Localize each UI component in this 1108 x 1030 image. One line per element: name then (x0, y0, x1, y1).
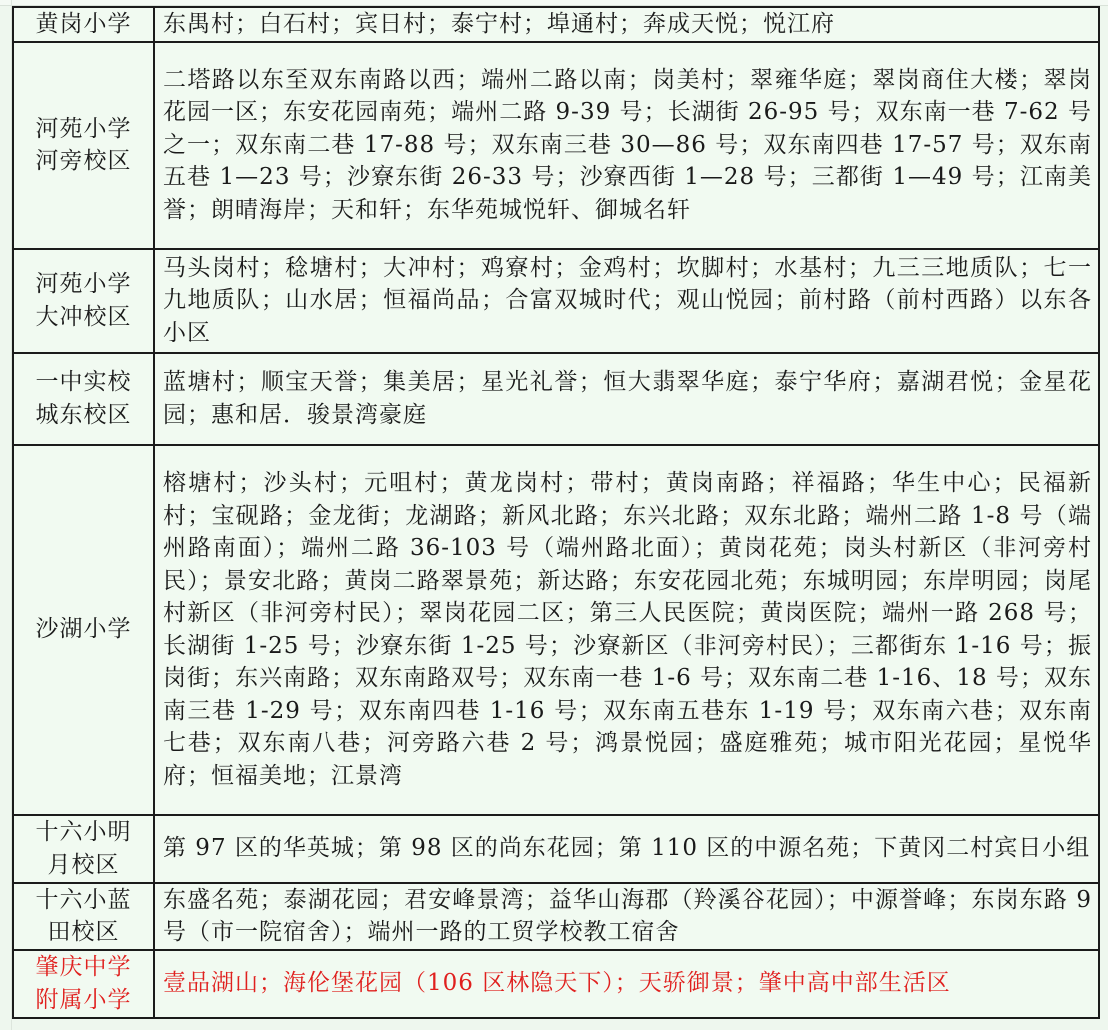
table-row (13, 883, 1099, 950)
zone-areas: 东盛名苑；泰湖花园；君安峰景湾；益华山海郡（羚溪谷花园）；中源誉峰；东岗东路 9号（市一院宿舍）；端州一路的工贸学校教工宿舍 (154, 883, 1099, 950)
school-name-line: 城东校区 (35, 401, 132, 428)
school-name-line: 河苑小学 (35, 115, 132, 142)
school-name-line: 河旁校区 (35, 148, 132, 174)
table-row-highlighted (13, 950, 1099, 1018)
school-name-line: 附属小学 (35, 986, 132, 1013)
school-name-line: 河苑小学 (35, 271, 132, 297)
school-name-line: 大冲校区 (35, 303, 132, 330)
school-name: 沙湖小学 (13, 445, 154, 815)
zone-areas: 第 97 区的华英城；第 98 区的尚东花园；第 110 区的中源名苑；下黄冈二村宾日小组 (154, 815, 1099, 883)
page-left-edge (0, 0, 12, 1030)
school-zoning-table (12, 6, 1100, 1019)
school-name (13, 249, 154, 353)
table-row (13, 353, 1099, 445)
school-name-line: 一中实校 (35, 369, 132, 395)
zone-areas: 蓝塘村；顺宝天誉；集美居；星光礼誉；恒大翡翠华庭；泰宁华府；嘉湖君悦；金星花园；惠和居．骏景湾豪庭 (154, 353, 1099, 445)
school-name (13, 42, 154, 249)
school-name-line: 十六小明 (35, 819, 132, 845)
school-name: 黄岗小学 (13, 7, 154, 42)
school-name-line: 肇庆中学 (35, 954, 132, 980)
school-name-line: 田校区 (47, 919, 120, 945)
table-row (13, 815, 1099, 883)
zone-areas: 马头岗村；稔塘村；大冲村；鸡寮村；金鸡村；坎脚村；水基村；九三三地质队；七一九地质队；山水居；恒福尚品；合富双城时代；观山悦园；前村路（前村西路）以东各小区 (154, 249, 1099, 353)
school-name (13, 815, 154, 883)
table-row (13, 249, 1099, 353)
table-row (13, 7, 1099, 42)
school-name (13, 950, 154, 1018)
zone-areas: 壹品湖山；海伦堡花园（106 区林隐天下）；天骄御景；肇中高中部生活区 (154, 950, 1099, 1018)
table-row (13, 42, 1099, 249)
school-name (13, 353, 154, 445)
zone-areas: 二塔路以东至双东南路以西；端州二路以南；岗美村；翠雍华庭；翠岗商住大楼；翠岗花园一区；东安花园南苑；端州二路 9-39 号；长湖街 26-95 号；双东南一巷 7-62 号之一；双东南二巷 17-88 号；双东南三巷 30—86 号；双东南四巷 17-57 号；双东南五巷 1—23 号；沙寮东街 26-33 号；沙寮西街 1—28 号；三都街 1—49 号；江南美誉；朗晴海岸；天和轩；东华苑城悦轩、御城名轩 (154, 42, 1099, 249)
school-name (13, 883, 154, 950)
school-name-line: 月校区 (47, 851, 120, 878)
table-row (13, 445, 1099, 815)
zone-areas: 榕塘村；沙头村；元咀村；黄龙岗村；带村；黄岗南路；祥福路；华生中心；民福新村；宝砚路；金龙街；龙湖路；新风北路；东兴北路；双东北路；端州二路 1-8 号（端州路南面）；端州二路 36-103 号（端州路北面）；黄岗花苑；岗头村新区（非河旁村民）；景安北路；黄岗二路翠景苑；新达路；东安花园北苑；东城明园；东岸明园；岗尾村新区（非河旁村民）；翠岗花园二区；第三人民医院；黄岗医院；端州一路 268 号；长湖街 1-25 号；沙寮东街 1-25 号；沙寮新区（非河旁村民）；三都街东 1-16 号；振岗街；东兴南路；双东南路双号；双东南一巷 1-6 号；双东南二巷 1-16、18 号；双东南三巷 1-29 号；双东南四巷 1-16 号；双东南五巷东 1-19 号；双东南六巷；双东南七巷；双东南八巷；河旁路六巷 2 号；鸿景悦园；盛庭雅苑；城市阳光花园；星悦华府；恒福美地；江景湾 (154, 445, 1099, 815)
school-name-line: 十六小蓝 (35, 886, 132, 913)
zone-areas: 东禺村；白石村；宾日村；泰宁村；埠通村；奔成天悦；悦江府 (154, 7, 1099, 42)
